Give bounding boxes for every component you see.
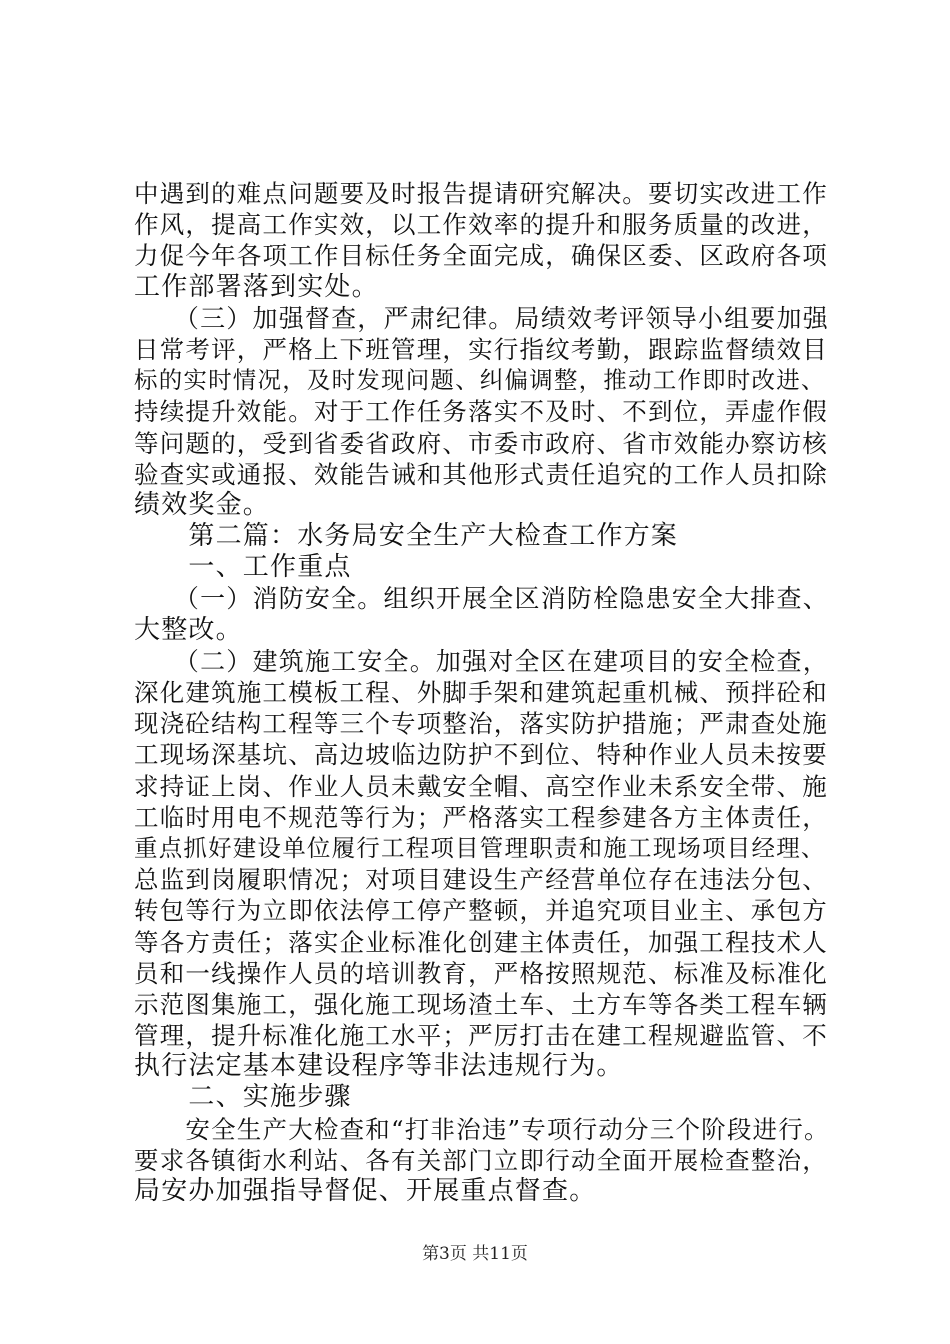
text-line: 第二篇：水务局安全生产大检查工作方案 — [134, 521, 679, 552]
text-line: 持续提升效能。对于工作任务落实不及时、不到位，弄虚作假 — [134, 397, 828, 427]
text-line: 力促今年各项工作目标任务全面完成，确保区委、区政府各项 — [134, 241, 828, 271]
text-line: 工作部署落到实处。 — [134, 271, 379, 302]
text-line: 总监到岗履职情况；对项目建设生产经营单位存在违法分包、 — [134, 865, 828, 895]
text-line: 现浇砼结构工程等三个专项整治，落实防护措施；严肃查处施 — [134, 709, 828, 739]
text-line: 管理，提升标准化施工水平；严厉打击在建工程规避监管、不 — [134, 1021, 828, 1051]
text-line: 重点抓好建设单位履行工程项目管理职责和施工现场项目经理、 — [134, 833, 826, 862]
text-line: 验查实或通报、效能告诫和其他形式责任追究的工作人员扣除 — [134, 459, 828, 489]
text-line: 转包等行为立即依法停工停产整顿，并追究项目业主、承包方 — [134, 896, 828, 926]
text-line: 绩效奖金。 — [134, 489, 271, 520]
text-line: 作风，提高工作实效，以工作效率的提升和服务质量的改进， — [134, 210, 828, 240]
text-line: 一、工作重点 — [134, 552, 352, 583]
text-line: 等各方责任；落实企业标准化创建主体责任，加强工程技术人 — [134, 927, 828, 957]
text-line: 大整改。 — [134, 614, 243, 645]
text-line: 二、实施步骤 — [134, 1082, 352, 1113]
text-line: 等问题的，受到省委省政府、市委市政府、省市效能办察访核 — [134, 428, 828, 458]
text-line: 深化建筑施工模板工程、外脚手架和建筑起重机械、预拌砼和 — [134, 678, 828, 707]
text-line: 局安办加强指导督促、开展重点督查。 — [134, 1176, 597, 1206]
text-line: 安全生产大检查和“打非治违”专项行动分三个阶段进行。 — [134, 1114, 830, 1144]
text-line: 中遇到的难点问题要及时报告提请研究解决。要切实改进工作 — [134, 179, 828, 208]
text-line: 要求各镇街水利站、各有关部门立即行动全面开展检查整治， — [134, 1145, 828, 1175]
text-line: 示范图集施工，强化施工现场渣土车、土方车等各类工程车辆 — [134, 989, 828, 1019]
text-line: 工临时用电不规范等行为；严格落实工程参建各方主体责任， — [134, 802, 828, 832]
text-line: 员和一线操作人员的培训教育，严格按照规范、标准及标准化 — [134, 958, 828, 988]
page-footer: 第3页 共11页 — [422, 1244, 528, 1264]
text-line: 工现场深基坑、高边坡临边防护不到位、特种作业人员未按要 — [134, 740, 828, 770]
text-line: （二）建筑施工安全。加强对全区在建项目的安全检查， — [134, 646, 829, 676]
text-line: 求持证上岗、作业人员未戴安全帽、高空作业未系安全带、施 — [134, 771, 828, 801]
text-line: （三）加强督查，严肃纪律。局绩效考评领导小组要加强 — [134, 303, 829, 333]
text-line: 执行法定基本建设程序等非法违规行为。 — [134, 1051, 624, 1082]
document-body — [134, 178, 834, 1207]
text-line: 标的实时情况，及时发现问题、纠偏调整，推动工作即时改进、 — [134, 366, 826, 395]
text-line: 日常考评，严格上下班管理，实行指纹考勤，跟踪监督绩效目 — [134, 334, 828, 364]
text-line: （一）消防安全。组织开展全区消防栓隐患安全大排查、 — [134, 584, 829, 614]
